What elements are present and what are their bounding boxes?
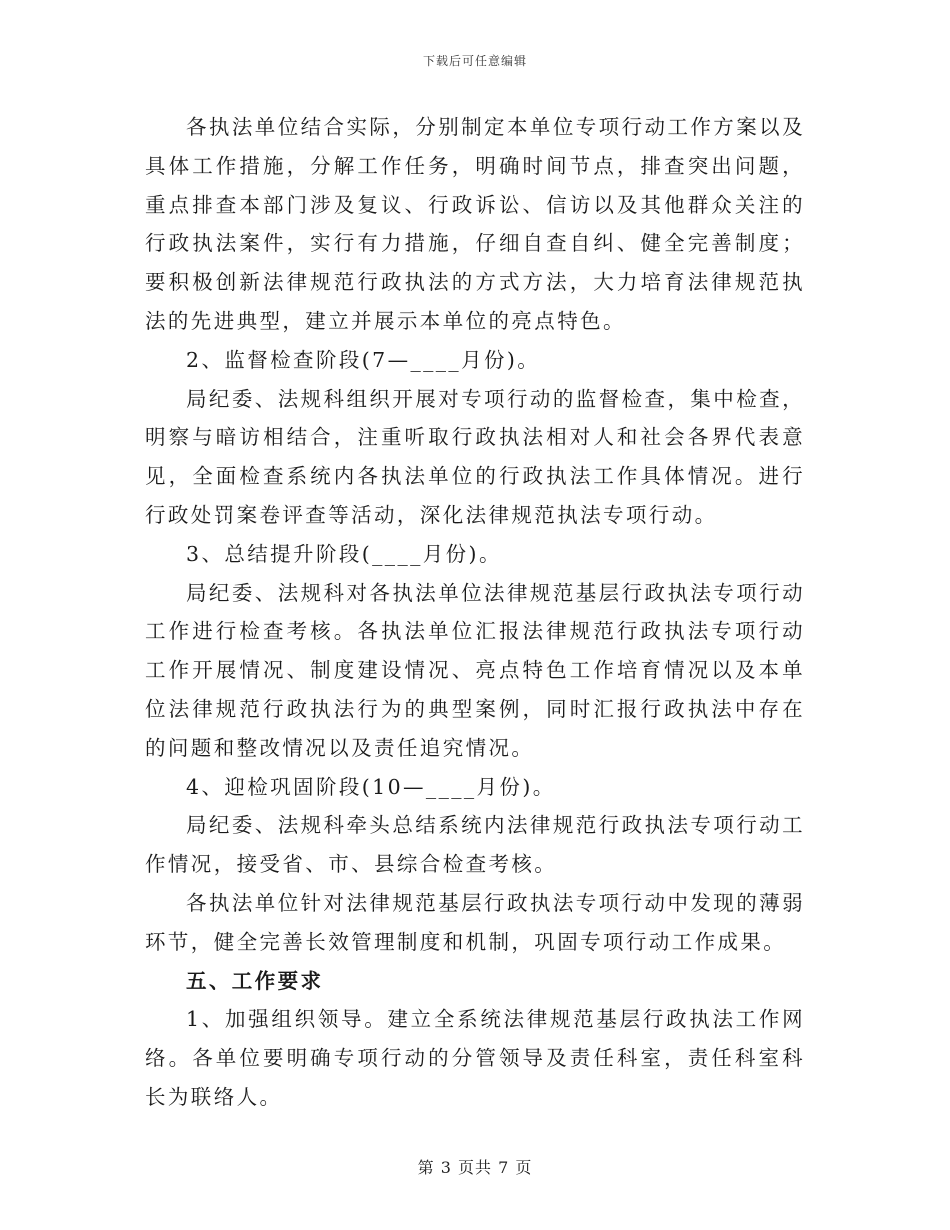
section-heading-work-requirements: 五、工作要求	[186, 968, 324, 993]
heading-supervision-stage: 2、监督检查阶段(7—____月份)。	[186, 347, 541, 372]
page-number: 第 3 页共 7 页	[417, 1158, 533, 1177]
document-body	[145, 108, 805, 1117]
paragraph-summary: 局纪委、法规科对各执法单位法律规范基层行政执法专项行动工作进行检查考核。各执法单位汇报法律规范行政执法专项行动工作开展情况、制度建设情况、亮点特色工作培育情况以及本单位法律规范行政执法行为的典型案例，同时汇报行政执法中存在的问题和整改情况以及责任追究情况。	[145, 580, 805, 760]
paragraph-consolidation: 各执法单位针对法律规范基层行政执法专项行动中发现的薄弱环节，健全完善长效管理制度和机制，巩固专项行动工作成果。	[145, 890, 805, 954]
paragraph-supervision: 局纪委、法规科组织开展对专项行动的监督检查，集中检查，明察与暗访相结合，注重听取行政执法相对人和社会各界代表意见，全面检查系统内各执法单位的行政执法工作具体情况。进行行政处罚案卷评查等活动，深化法律规范执法专项行动。	[145, 386, 805, 527]
page-header: 下载后可任意编辑	[422, 54, 527, 68]
paragraph-implementation: 各执法单位结合实际，分别制定本单位专项行动工作方案以及具体工作措施，分解工作任务，明确时间节点，排查突出问题，重点排查本部门涉及复议、行政诉讼、信访以及其他群众关注的行政执法案件，实行有力措施，仔细自查自纠、健全完善制度；要积极创新法律规范行政执法的方式方法，大力培育法律规范执法的先进典型，建立并展示本单位的亮点特色。	[145, 115, 805, 333]
heading-summary-stage: 3、总结提升阶段(____月份)。	[186, 541, 502, 566]
paragraph-organization-leadership: 1、加强组织领导。建立全系统法律规范基层行政执法工作网络。各单位要明确专项行动的分管领导及责任科室，责任科室科长为联络人。	[145, 1007, 805, 1109]
paragraph-inspection: 局纪委、法规科牵头总结系统内法律规范行政执法专项行动工作情况，接受省、市、县综合检查考核。	[145, 813, 805, 877]
heading-inspection-stage: 4、迎检巩固阶段(10—____月份)。	[186, 774, 556, 799]
